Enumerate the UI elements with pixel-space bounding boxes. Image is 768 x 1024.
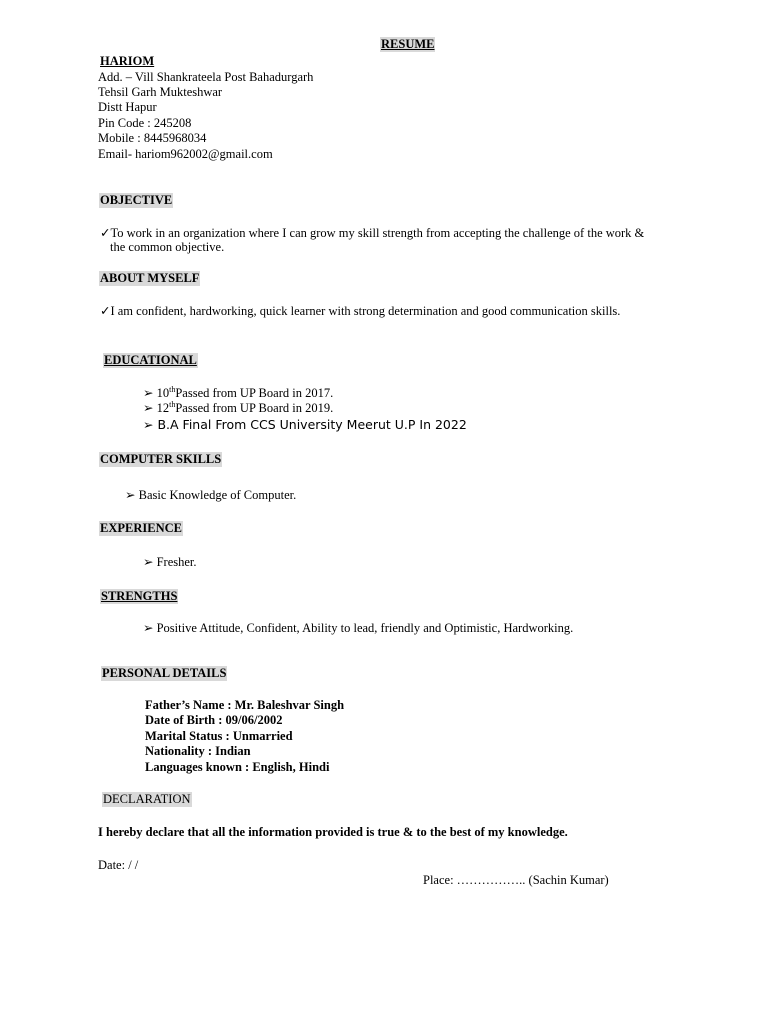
objective-text-line2: the common objective. — [110, 240, 225, 254]
experience-item — [143, 555, 197, 570]
personal-father-name: Father’s Name : Mr. Baleshvar Singh — [145, 698, 345, 712]
education-item — [143, 386, 333, 401]
personal-dob: Date of Birth : 09/06/2002 — [145, 713, 283, 727]
declaration-text: I hereby declare that all the information provided is true & to the best of my knowledge. — [98, 825, 568, 839]
contact-tehsil: Tehsil Garh Mukteshwar — [98, 85, 223, 99]
personal-nationality: Nationality : Indian — [145, 744, 251, 758]
declaration-date: Date: / / — [98, 858, 139, 872]
education-class: 12 — [156, 401, 170, 415]
education-item — [143, 401, 333, 416]
arrow-bullet-icon: ➢ — [143, 386, 154, 400]
personal-details-heading: PERSONAL DETAILS — [102, 666, 227, 680]
declaration-heading: DECLARATION — [103, 792, 191, 806]
contact-address: Add. – Vill Shankrateela Post Bahadurgarh — [98, 70, 314, 84]
contact-pincode: Pin Code : 245208 — [98, 116, 192, 130]
about-text: ✓I am confident, hardworking, quick learner with strong determination and good communication skills. — [100, 304, 621, 318]
experience-heading: EXPERIENCE — [100, 521, 182, 535]
computer-skills-text: Basic Knowledge of Computer. — [138, 488, 297, 502]
education-ordinal: th — [169, 384, 176, 394]
arrow-bullet-icon: ➢ — [143, 417, 154, 432]
objective-text-line1: ✓To work in an organization where I can grow my skill strength from accepting the challenge of the work & — [100, 226, 645, 240]
arrow-bullet-icon: ➢ — [143, 401, 154, 415]
strengths-item — [143, 621, 573, 636]
experience-text: Fresher. — [156, 555, 197, 569]
education-item — [143, 417, 467, 432]
candidate-name: HARIOM — [100, 54, 155, 68]
education-class: 10 — [156, 386, 170, 400]
education-heading: EDUCATIONAL — [104, 353, 197, 367]
contact-district: Distt Hapur — [98, 100, 157, 114]
resume-title: RESUME — [381, 37, 435, 51]
computer-skills-item — [125, 488, 296, 503]
education-text: B.A Final From CCS University Meerut U.P In 2022 — [157, 417, 467, 432]
contact-mobile: Mobile : 8445968034 — [98, 131, 207, 145]
computer-skills-heading: COMPUTER SKILLS — [100, 452, 222, 466]
arrow-bullet-icon: ➢ — [125, 488, 136, 502]
personal-languages: Languages known : English, Hindi — [145, 760, 330, 774]
arrow-bullet-icon: ➢ — [143, 621, 154, 635]
declaration-place-signature: Place: …………….. (Sachin Kumar) — [423, 873, 609, 887]
education-text: Passed from UP Board in 2017. — [175, 386, 334, 400]
education-text: Passed from UP Board in 2019. — [175, 401, 334, 415]
education-ordinal: th — [169, 399, 176, 409]
about-heading: ABOUT MYSELF — [100, 271, 200, 285]
personal-marital-status: Marital Status : Unmarried — [145, 729, 293, 743]
arrow-bullet-icon: ➢ — [143, 555, 154, 569]
strengths-heading: STRENGTHS — [101, 589, 178, 603]
objective-heading: OBJECTIVE — [100, 193, 173, 207]
strengths-text: Positive Attitude, Confident, Ability to lead, friendly and Optimistic, Hardworking. — [156, 621, 574, 635]
contact-email: Email- hariom962002@gmail.com — [98, 147, 273, 161]
